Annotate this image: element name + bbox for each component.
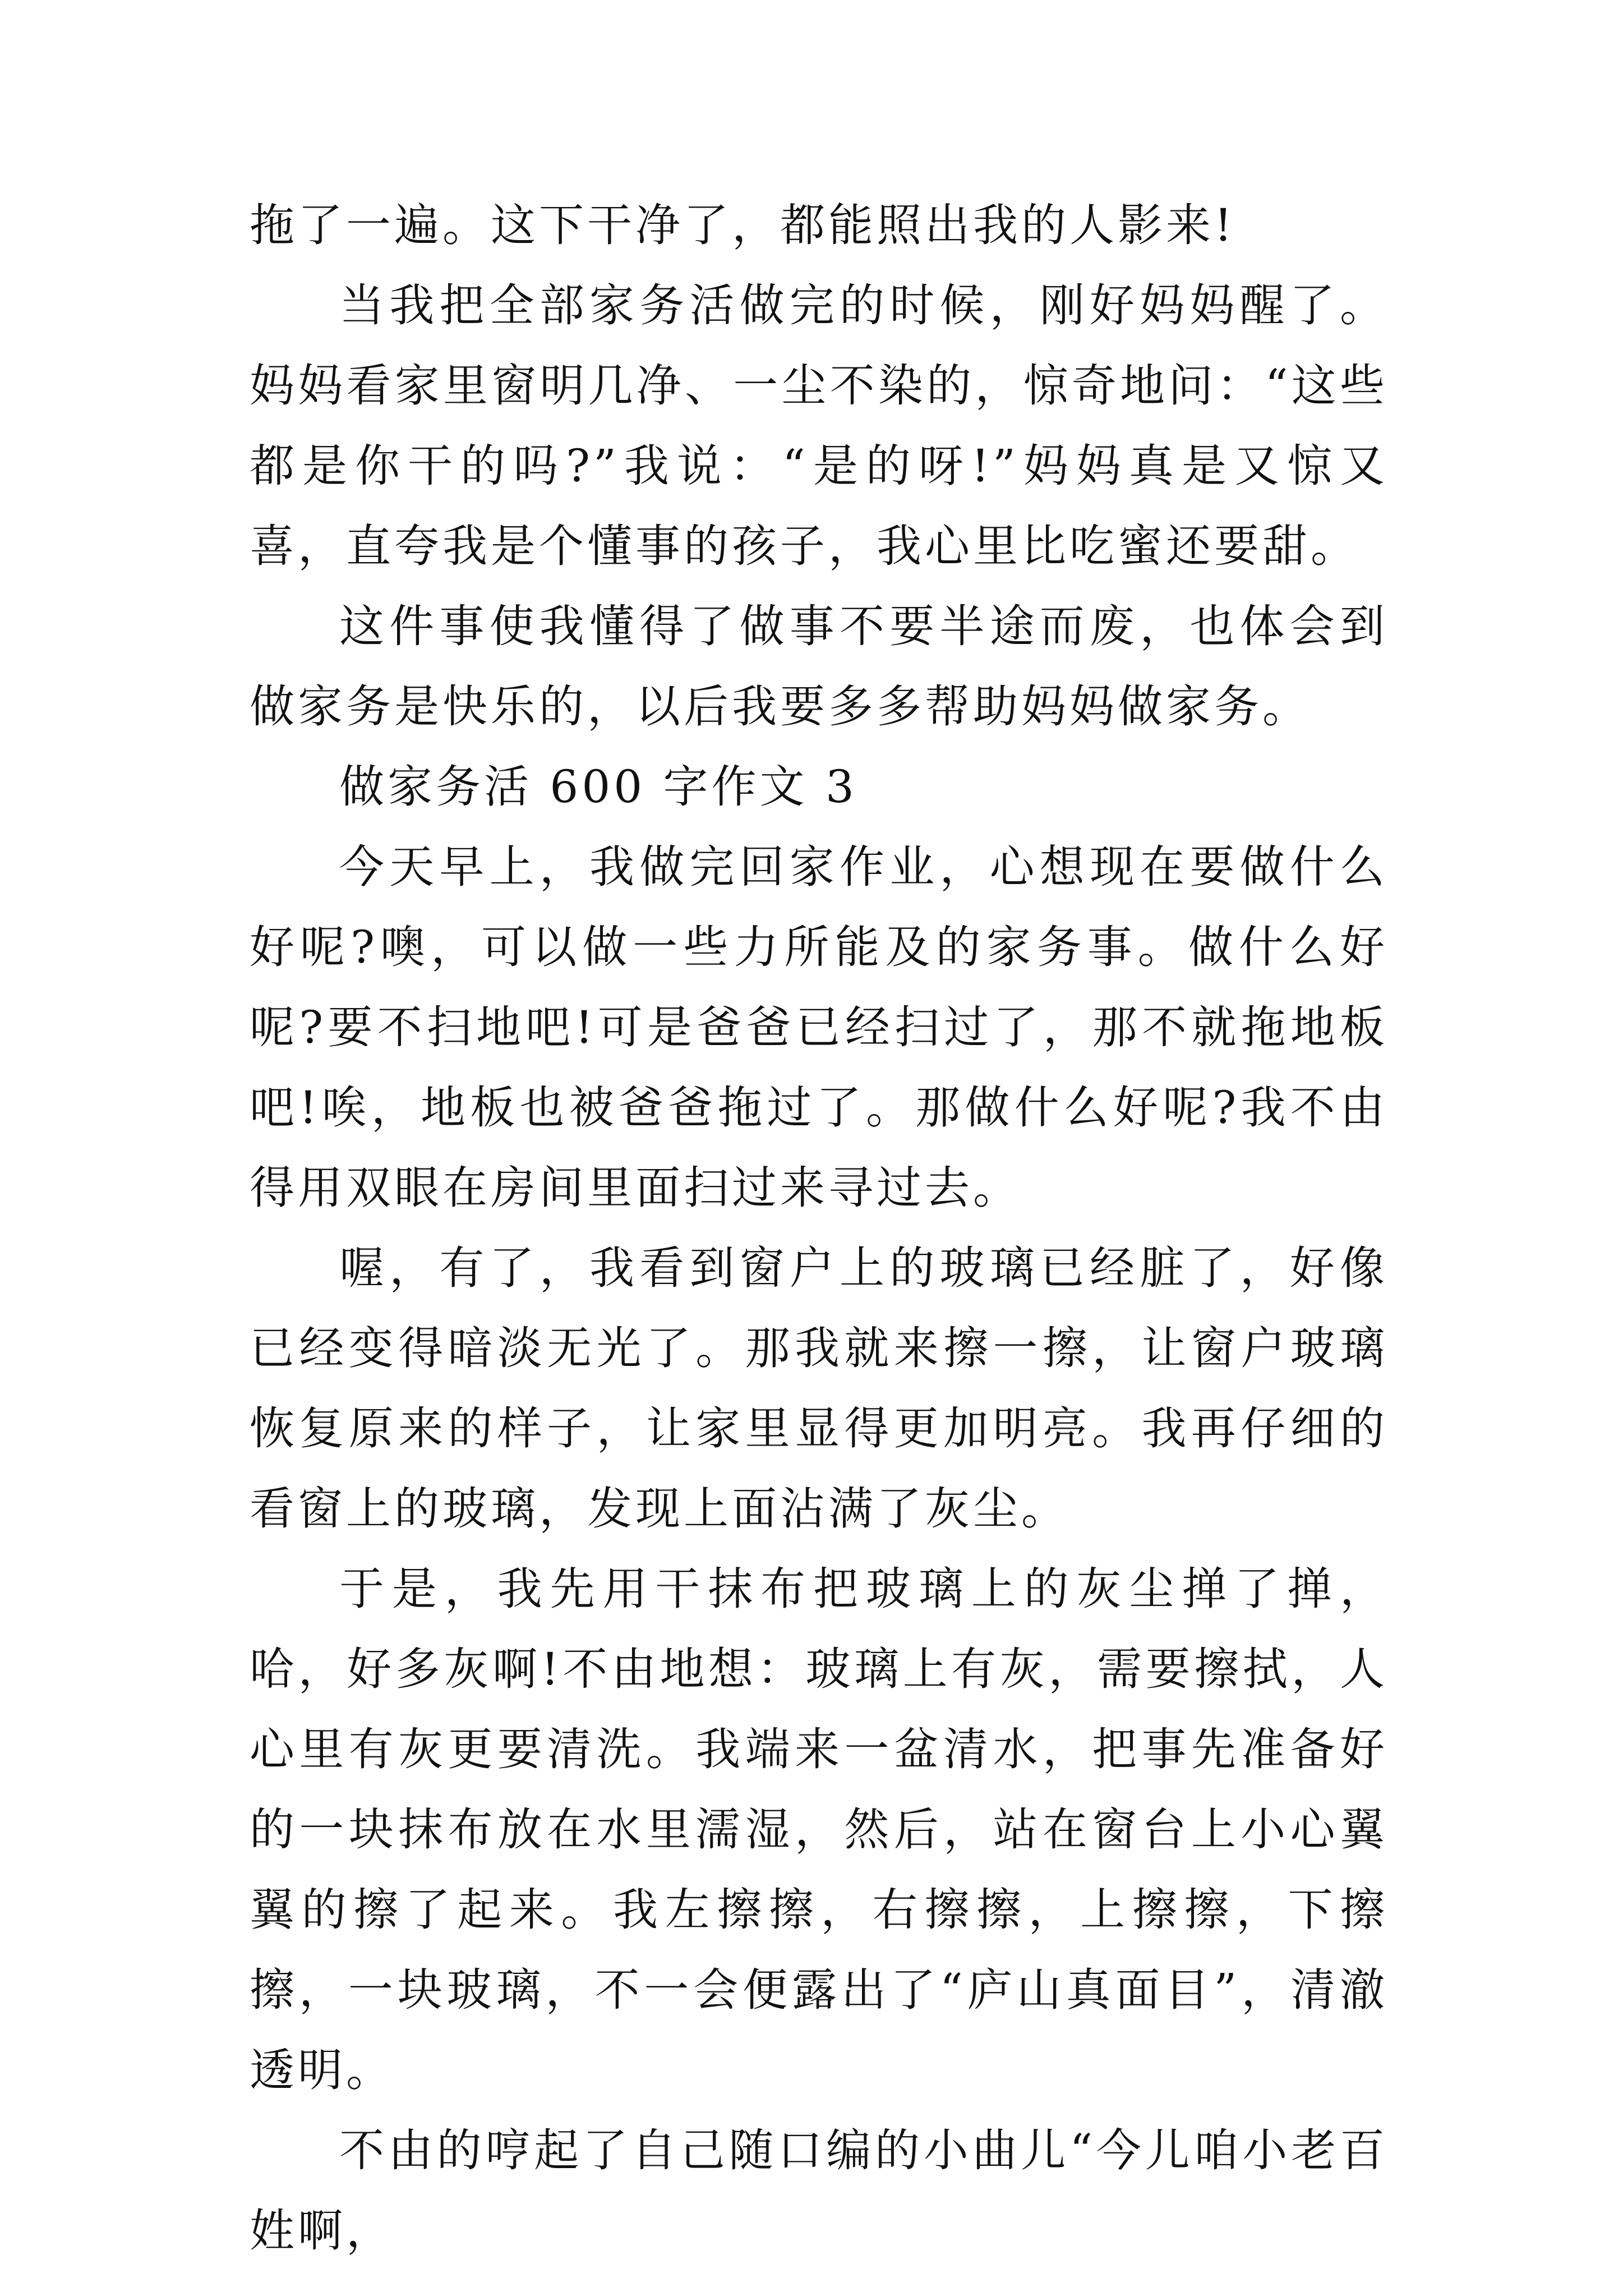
paragraph: 于是，我先用干抹布把玻璃上的灰尘掸了掸，哈，好多灰啊!不由地想：玻璃上有灰，需要擦拭，人心里有灰更要清洗。我端来一盆清水，把事先准备好的一块抹布放在水里濡湿，然后，站在窗台上小心翼翼的擦了起来。我左擦擦，右擦擦，上擦擦，下擦擦，一块玻璃，不一会便露出了“庐山真面目”，清澈透明。 — [250, 1563, 1388, 2096]
section-heading: 做家务活 600 字作文 3 — [339, 761, 857, 813]
paragraph: 当我把全部家务活做完的时候，刚好妈妈醒了。妈妈看家里窗明几净、一尘不染的，惊奇地问：“这些都是你干的吗?”我说：“是的呀!”妈妈真是又惊又喜，直夸我是个懂事的孩子，我心里比吃蜜还要甜。 — [250, 279, 1388, 572]
paragraph: 喔，有了，我看到窗户上的玻璃已经脏了，好像已经变得暗淡无光了。那我就来擦一擦，让窗户玻璃恢复原来的样子，让家里显得更加明亮。我再仔细的看窗上的玻璃，发现上面沾满了灰尘。 — [250, 1242, 1388, 1535]
paragraph: 今天早上，我做完回家作业，心想现在要做什么好呢?噢，可以做一些力所能及的家务事。做什么好呢?要不扫地吧!可是爸爸已经扫过了，那不就拖地板吧!唉，地板也被爸爸拖过了。那做什么好呢?我不由得用双眼在房间里面扫过来寻过去。 — [250, 841, 1388, 1214]
paragraph-continuation: 拖了一遍。这下干净了，都能照出我的人影来! — [250, 199, 1236, 251]
document-body — [250, 185, 1388, 2271]
paragraph: 这件事使我懂得了做事不要半途而废，也体会到做家务是快乐的，以后我要多多帮助妈妈做家务。 — [250, 600, 1388, 733]
paragraph: 不由的哼起了自己随口编的小曲儿“今儿咱小老百姓啊， — [250, 2124, 1388, 2257]
